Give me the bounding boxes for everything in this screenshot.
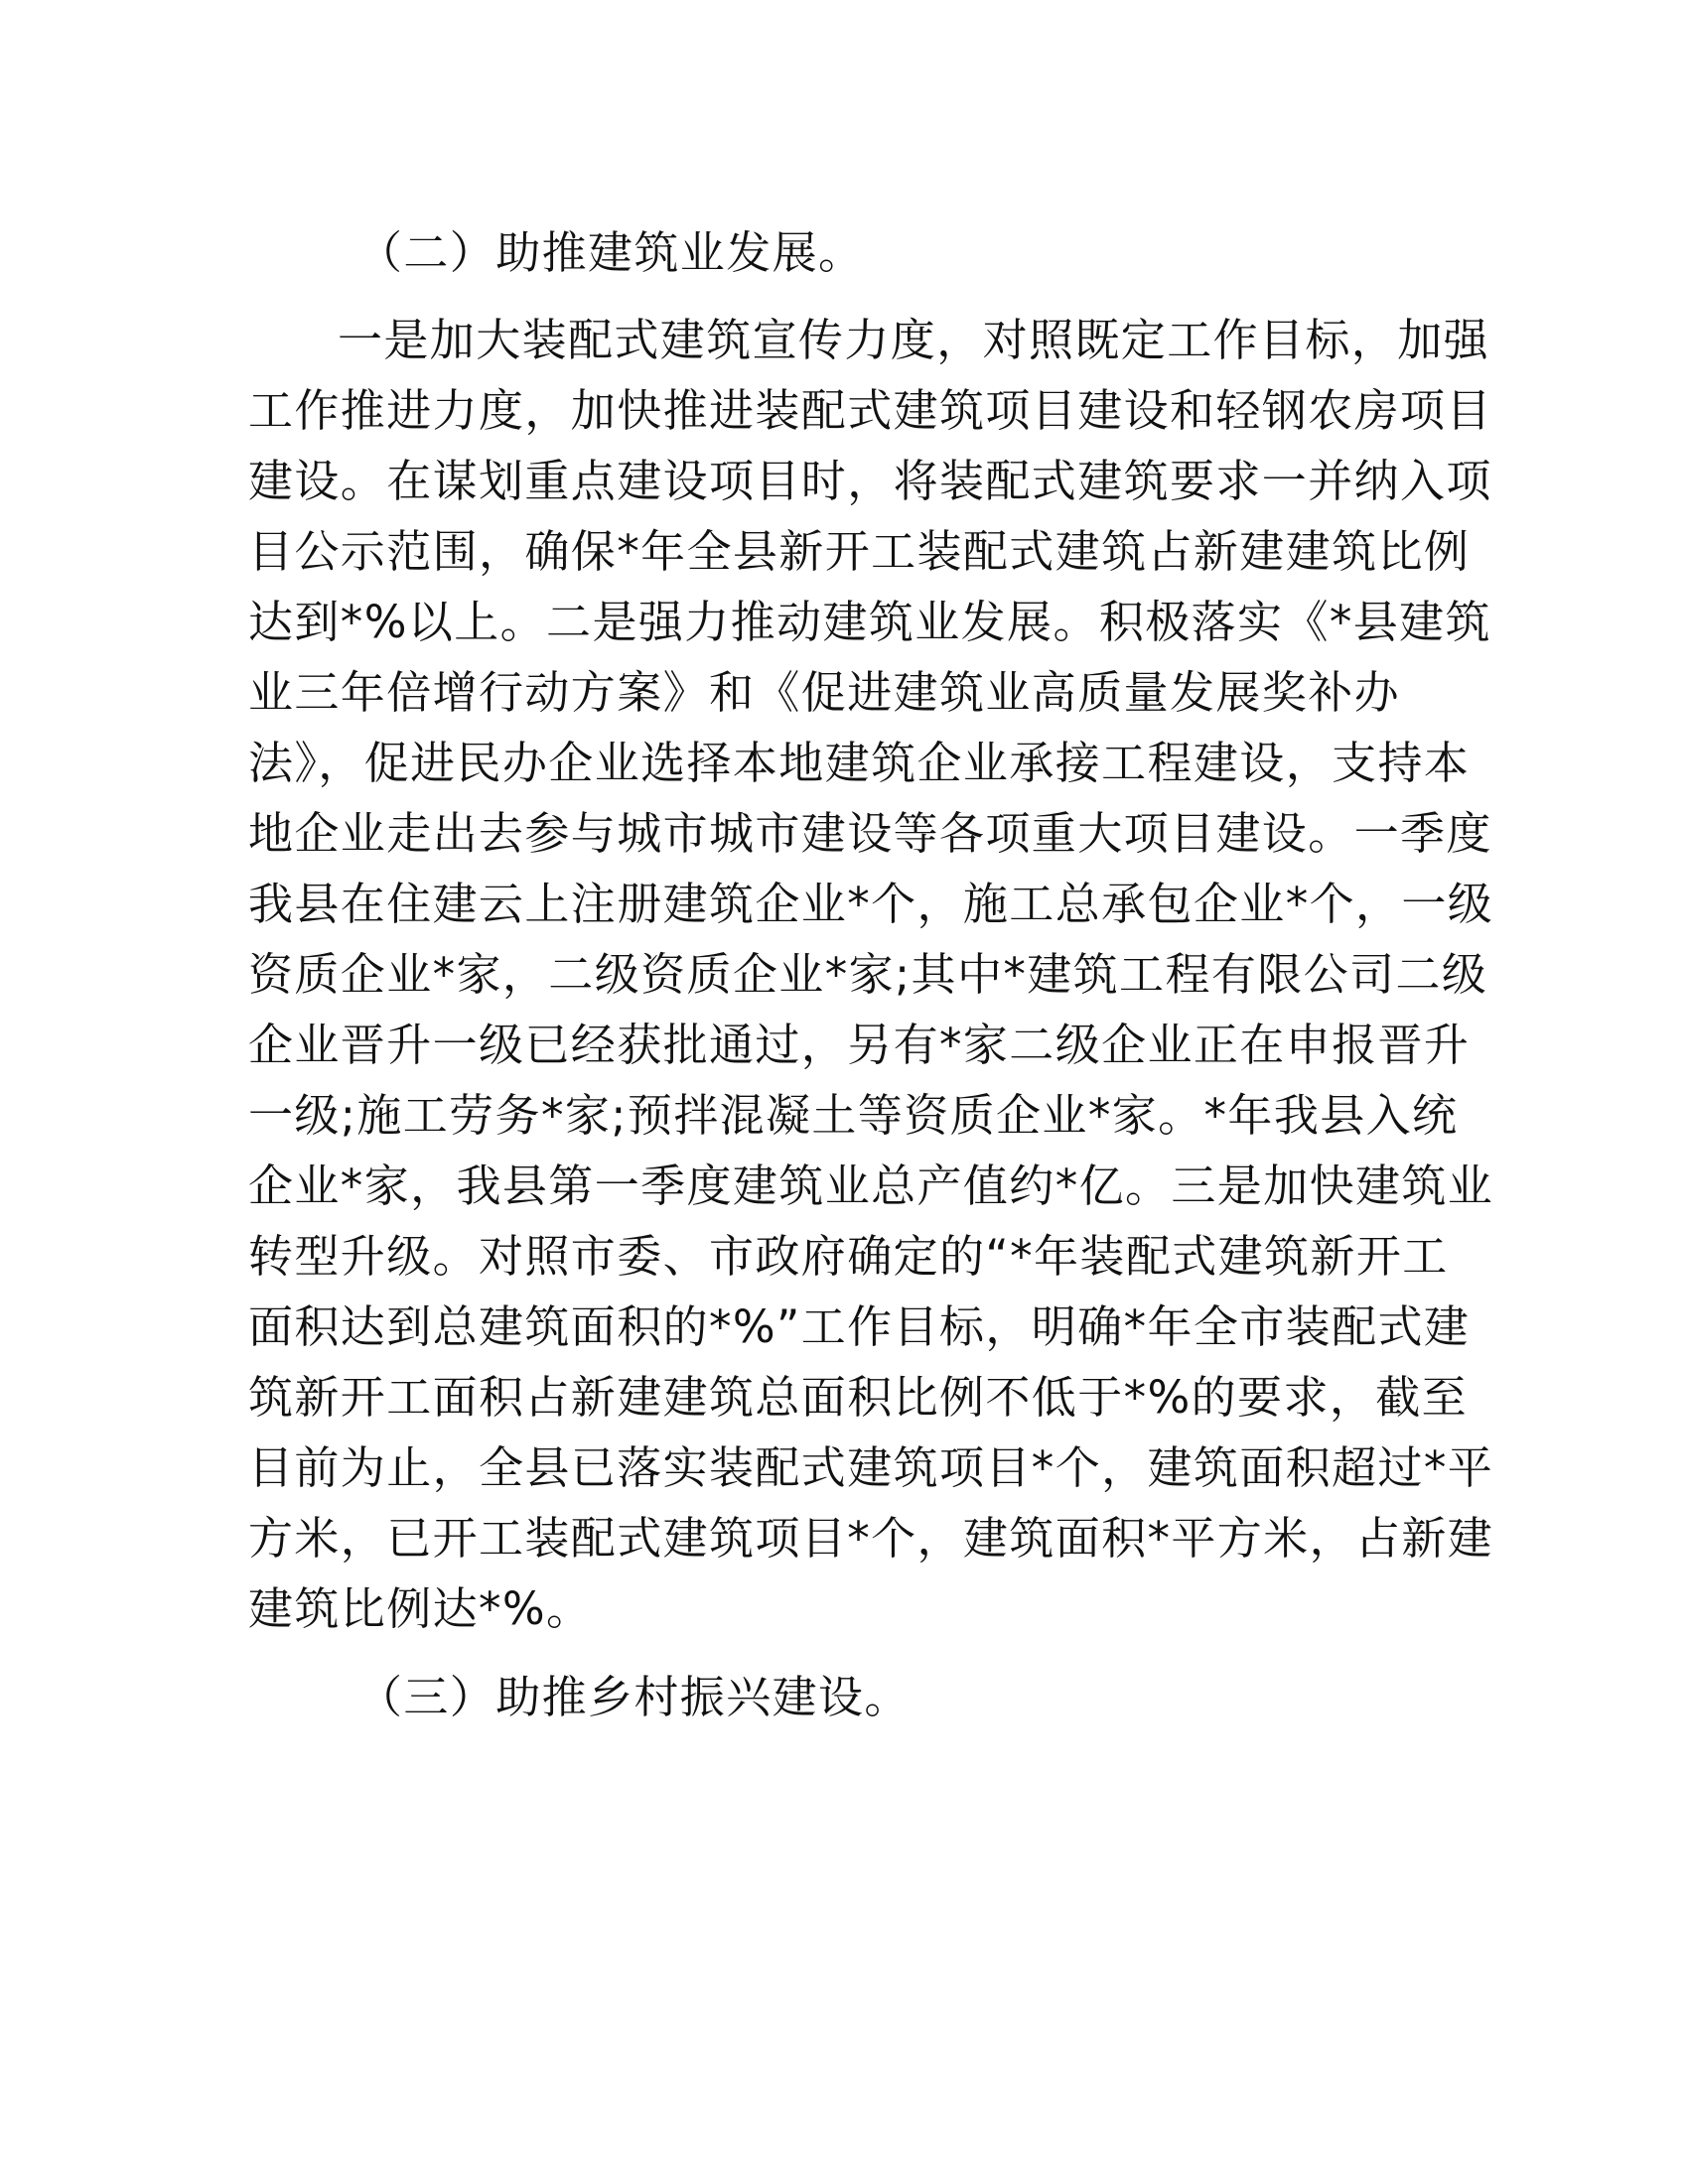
- paragraph-line: 达到*%以上。二是强力推动建筑业发展。积极落实《*县建筑: [248, 596, 1491, 648]
- paragraph-line: 筑新开工面积占新建建筑总面积比例不低于*%的要求，截至: [248, 1371, 1469, 1424]
- section-heading: （三）助推乡村振兴建设。: [357, 1671, 911, 1723]
- paragraph-line: 目前为止，全县已落实装配式建筑项目*个，建筑面积超过*平: [248, 1441, 1494, 1494]
- paragraph-line: 业三年倍增行动方案》和《促进建筑业高质量发展奖补办: [248, 666, 1401, 719]
- paragraph-line: 方米，已开工装配式建筑项目*个，建筑面积*平方米，占新建: [248, 1512, 1494, 1565]
- paragraph-line: 法》，促进民办企业选择本地建筑企业承接工程建设，支持本: [248, 737, 1471, 789]
- paragraph-line: 我县在住建云上注册建筑企业*个，施工总承包企业*个，一级: [248, 878, 1494, 930]
- paragraph-line: 一级;施工劳务*家;预拌混凝土等资质企业*家。*年我县入统: [248, 1089, 1459, 1142]
- document-page: [248, 0, 1494, 2184]
- paragraph-line: 目公示范围，确保*年全县新开工装配式建筑占新建建筑比例: [248, 525, 1471, 578]
- paragraph-line: 面积达到总建筑面积的*%”工作目标，明确*年全市装配式建: [248, 1300, 1471, 1353]
- paragraph-line: 转型升级。对照市委、市政府确定的“*年装配式建筑新开工: [248, 1230, 1449, 1283]
- paragraph-line: 企业*家，我县第一季度建筑业总产值约*亿。三是加快建筑业: [248, 1160, 1494, 1212]
- paragraph-line: 建设。在谋划重点建设项目时，将装配式建筑要求一并纳入项: [248, 455, 1492, 507]
- paragraph-line: 一是加大装配式建筑宣传力度，对照既定工作目标，加强: [338, 314, 1490, 366]
- paragraph-line: 建筑比例达*%。: [248, 1582, 593, 1635]
- paragraph-line: 企业晋升一级已经获批通过，另有*家二级企业正在申报晋升: [248, 1019, 1471, 1071]
- paragraph-line: 工作推进力度，加快推进装配式建筑项目建设和轻钢农房项目: [248, 384, 1492, 437]
- paragraph-line: 资质企业*家，二级资质企业*家;其中*建筑工程有限公司二级: [248, 948, 1488, 1001]
- paragraph-line: 地企业走出去参与城市城市建设等各项重大项目建设。一季度: [248, 807, 1492, 860]
- section-heading: （二）助推建筑业发展。: [357, 226, 865, 279]
